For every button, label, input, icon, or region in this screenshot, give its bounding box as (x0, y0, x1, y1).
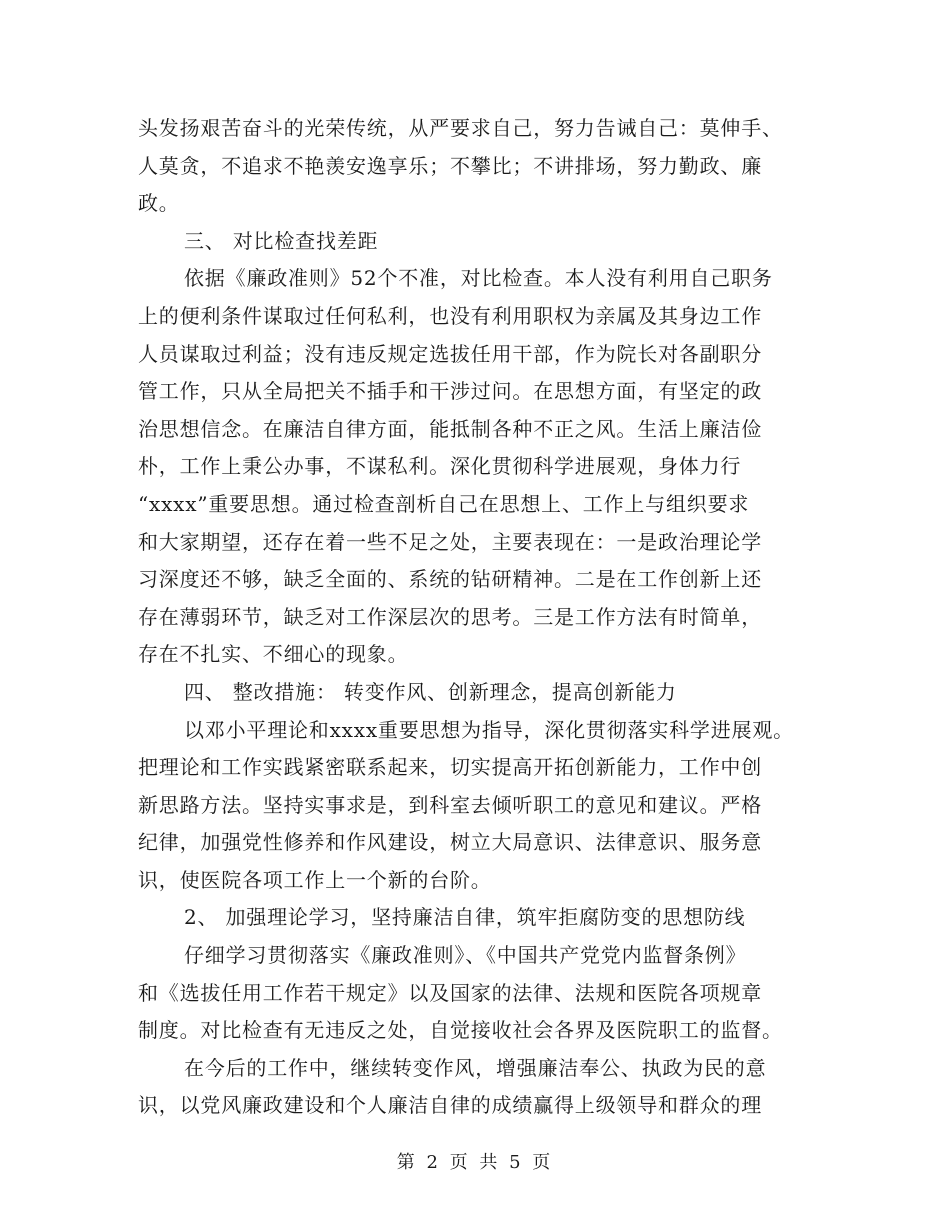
text-line: 依据《廉政准则》52个不准，对比检查。本人没有利用自己职务 (184, 266, 773, 291)
text-line: 治思想信念。在廉洁自律方面，能抵制各种不正之风。生活上廉洁俭 (138, 416, 762, 441)
text-line: 新思路方法。坚持实事求是，到科室去倾听职工的意见和建议。严格 (138, 792, 762, 817)
text-line: 人员谋取过利益；没有违反规定选拔任用干部，作为院长对各副职分 (138, 341, 762, 366)
text-line: 三、 对比检查找差距 (184, 228, 379, 253)
text-line: 以邓小平理论和xxxx重要思想为指导，深化贯彻落实科学进展观。 (184, 717, 794, 742)
text-line: 制度。对比检查有无违反之处，自觉接收社会各界及医院职工的监督。 (138, 1018, 783, 1043)
text-line: 2、 加强理论学习，坚持廉洁自律，筑牢拒腐防变的思想防线 (184, 905, 746, 930)
text-line: 识，使医院各项工作上一个新的台阶。 (138, 867, 492, 892)
text-line: 头发扬艰苦奋斗的光荣传统，从严要求自己，努力告诫自己：莫伸手、 (138, 116, 783, 140)
text-line: 仔细学习贯彻落实《廉政准则》、《中国共产党党内监督条例》 (184, 943, 747, 968)
page-footer: 第 2 页 共 5 页 (396, 1152, 554, 1173)
text-line: “xxxx”重要思想。通过检查剖析自己在思想上、工作上与组织要求 (138, 491, 750, 516)
text-line: 朴，工作上秉公办事，不谋私利。深化贯彻科学进展观，身体力行 (138, 454, 742, 479)
text-line: 和《选拔任用工作若干规定》以及国家的法律、法规和医院各项规章 (138, 980, 762, 1005)
document-body (138, 110, 818, 1125)
text-line: 人莫贪，不追求不艳羡安逸享乐；不攀比；不讲排场，努力勤政、廉 (138, 153, 762, 178)
text-line: 纪律，加强党性修养和作风建设，树立大局意识、法律意识、服务意 (138, 830, 762, 855)
text-line: 管工作，只从全局把关不插手和干涉过问。在思想方面，有坚定的政 (138, 379, 762, 404)
text-line: 和大家期望，还存在着一些不足之处，主要表现在：一是政治理论学 (138, 529, 762, 554)
text-line: 存在不扎实、不细心的现象。 (138, 642, 409, 667)
text-line: 把理论和工作实践紧密联系起来，切实提高开拓创新能力，工作中创 (138, 755, 762, 780)
text-line: 习深度还不够，缺乏全面的、系统的钻研精神。二是在工作创新上还 (138, 567, 762, 592)
text-line: 政。 (138, 191, 180, 216)
text-line: 在今后的工作中，继续转变作风，增强廉洁奉公、执政为民的意 (184, 1055, 767, 1080)
text-line: 识，以党风廉政建设和个人廉洁自律的成绩赢得上级领导和群众的理 (138, 1093, 762, 1118)
text-line: 上的便利条件谋取过任何私利，也没有利用职权为亲属及其身边工作 (138, 303, 762, 328)
text-line: 四、 整改措施： 转变作风、创新理念，提高创新能力 (184, 679, 677, 704)
text-line: 存在薄弱环节，缺乏对工作深层次的思考。三是工作方法有时简单， (138, 604, 762, 629)
